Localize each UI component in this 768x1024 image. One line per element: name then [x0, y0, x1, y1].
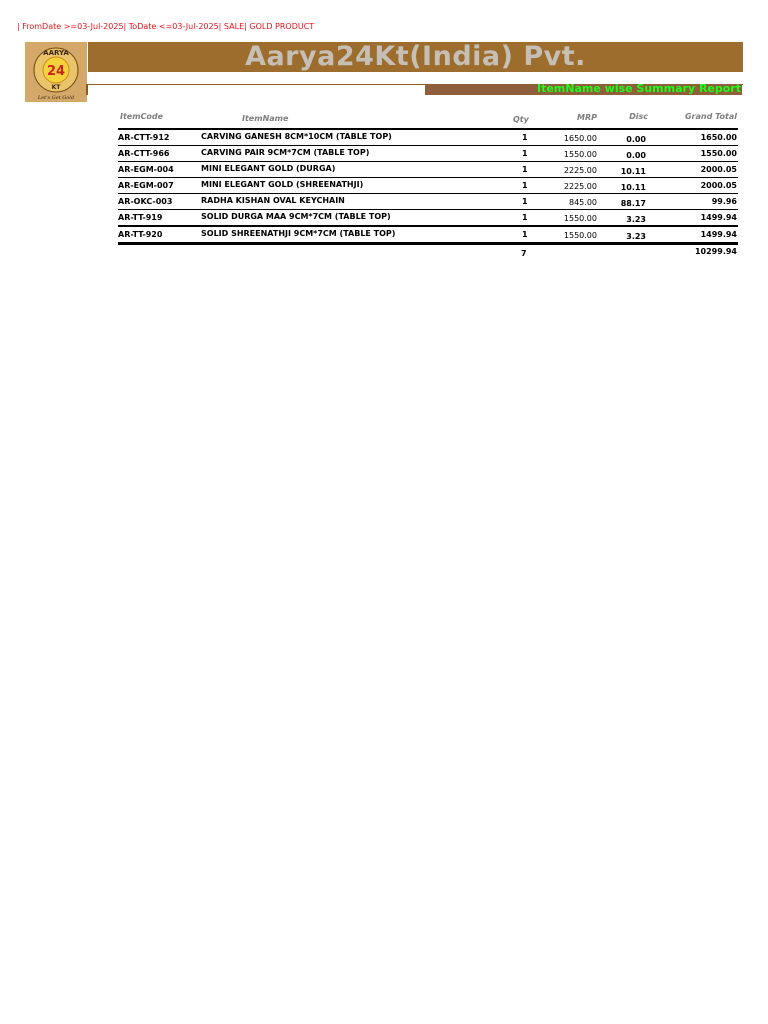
header-rule-tick	[86, 84, 88, 95]
cell-itemname: MINI ELEGANT GOLD (SHREENATHJI)	[201, 180, 364, 189]
cell-mrp: 2225.00	[563, 182, 597, 191]
cell-mrp: 1550.00	[563, 231, 597, 240]
cell-disc: 0.00	[626, 135, 646, 144]
cell-qty: 1	[522, 181, 528, 190]
cell-mrp: 1650.00	[563, 134, 597, 143]
cell-itemcode: AR-EGM-004	[118, 165, 174, 174]
header-mrp: MRP	[577, 113, 597, 122]
cell-disc: 0.00	[626, 151, 646, 160]
table-row	[118, 227, 738, 245]
cell-itemname: SOLID SHREENATHJI 9CM*7CM (TABLE TOP)	[201, 229, 396, 238]
cell-grand-total: 99.96	[711, 197, 737, 206]
table-row	[118, 162, 738, 178]
total-qty: 7	[521, 249, 527, 258]
cell-itemcode: AR-CTT-966	[118, 149, 170, 158]
cell-itemcode: AR-EGM-007	[118, 181, 174, 190]
cell-itemname: SOLID DURGA MAA 9CM*7CM (TABLE TOP)	[201, 212, 391, 221]
table-row	[118, 146, 738, 162]
cell-disc: 88.17	[620, 199, 646, 208]
cell-itemcode: AR-TT-919	[118, 213, 163, 222]
header-grand-total: Grand Total	[684, 112, 737, 121]
summary-table	[118, 128, 738, 261]
cell-grand-total: 1499.94	[700, 213, 737, 222]
company-name: Aarya24Kt(India) Pvt.	[245, 41, 586, 72]
cell-disc: 3.23	[626, 215, 646, 224]
table-row	[118, 178, 738, 194]
cell-itemcode: AR-CTT-912	[118, 133, 170, 142]
logo-top-text: AARYA	[43, 49, 69, 57]
cell-grand-total: 2000.05	[700, 181, 737, 190]
logo-number: 24	[46, 64, 66, 79]
company-logo	[25, 42, 87, 102]
cell-grand-total: 1550.00	[700, 149, 737, 158]
cell-qty: 1	[522, 230, 528, 239]
cell-itemcode: AR-TT-920	[118, 230, 163, 239]
cell-itemname: CARVING PAIR 9CM*7CM (TABLE TOP)	[201, 148, 370, 157]
header-disc: Disc	[629, 112, 648, 121]
cell-disc: 3.23	[626, 232, 646, 241]
cell-qty: 1	[522, 197, 528, 206]
cell-grand-total: 2000.05	[700, 165, 737, 174]
column-headers	[0, 112, 768, 124]
cell-disc: 10.11	[620, 183, 646, 192]
cell-mrp: 2225.00	[563, 166, 597, 175]
cell-itemname: MINI ELEGANT GOLD (DURGA)	[201, 164, 336, 173]
cell-mrp: 1550.00	[563, 150, 597, 159]
table-row	[118, 194, 738, 210]
header-qty: Qty	[513, 115, 529, 124]
cell-grand-total: 1499.94	[700, 230, 737, 239]
logo-tagline: Let's Get Gold	[37, 95, 75, 101]
logo-bottom-text: KT	[51, 84, 61, 91]
cell-grand-total: 1650.00	[700, 133, 737, 142]
cell-qty: 1	[522, 213, 528, 222]
totals-row	[118, 245, 738, 261]
cell-qty: 1	[522, 149, 528, 158]
cell-mrp: 1550.00	[563, 214, 597, 223]
cell-qty: 1	[522, 165, 528, 174]
cell-qty: 1	[522, 133, 528, 142]
table-row	[118, 130, 738, 146]
filter-criteria: | FromDate >=03-Jul-2025| ToDate <=03-Jul-2025| SALE| GOLD PRODUCT	[17, 22, 315, 31]
header-itemname: ItemName	[242, 114, 289, 123]
cell-mrp: 845.00	[569, 198, 597, 207]
report-title: ItemName wise Summary Report	[537, 82, 741, 95]
table-row	[118, 210, 738, 227]
cell-itemname: RADHA KISHAN OVAL KEYCHAIN	[201, 196, 345, 205]
total-grand-total: 10299.94	[694, 247, 737, 256]
header-itemcode: ItemCode	[120, 112, 164, 121]
cell-itemcode: AR-OKC-003	[118, 197, 173, 206]
cell-disc: 10.11	[620, 167, 646, 176]
cell-itemname: CARVING GANESH 8CM*10CM (TABLE TOP)	[201, 132, 392, 141]
